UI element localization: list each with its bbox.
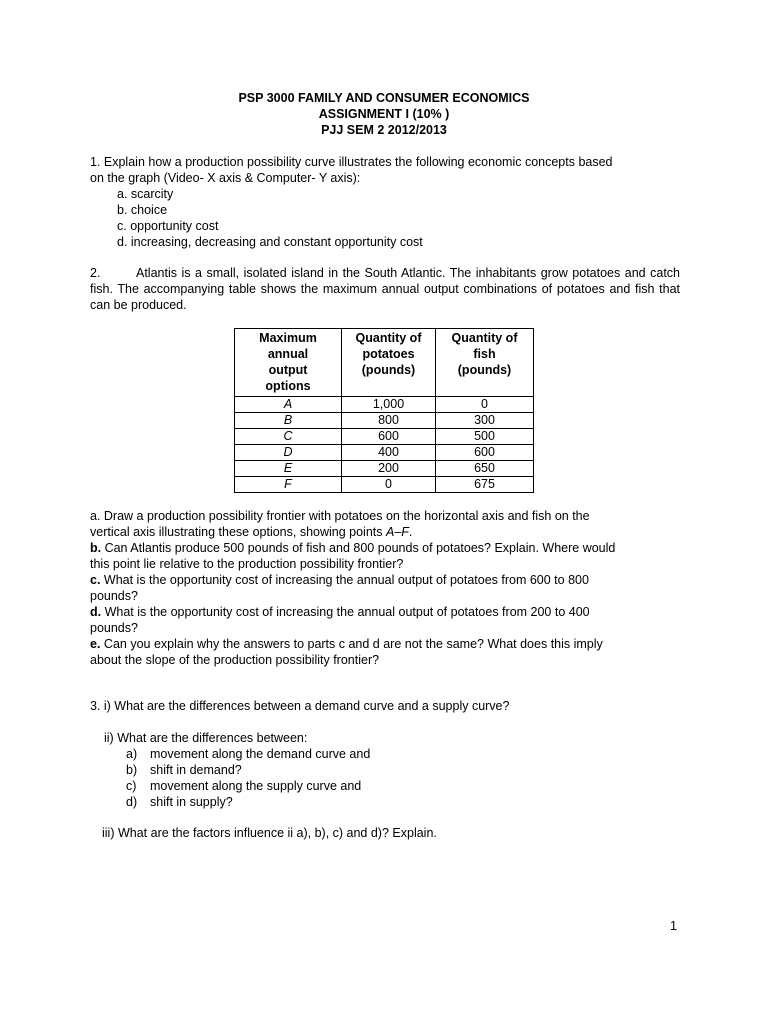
q1-item: c. opportunity cost	[117, 219, 219, 233]
option-cell: D	[235, 445, 342, 461]
document-header	[0, 90, 768, 138]
fish-cell: 675	[436, 477, 534, 493]
header-options	[235, 329, 342, 397]
table-row	[235, 429, 534, 445]
header-line: options	[265, 379, 311, 393]
list-item	[126, 794, 704, 810]
q1-line-1: 1. Explain how a production possibility curve illustrates the following economic concepts based	[90, 155, 613, 169]
q2e-line-2: about the slope of the production possibility frontier?	[90, 653, 380, 667]
potatoes-cell: 0	[342, 477, 436, 493]
list-label: d)	[126, 795, 138, 809]
q2c-line-1	[90, 572, 680, 588]
potatoes-cell: 600	[342, 429, 436, 445]
header-line: annual	[267, 347, 309, 361]
question-3-iii: iii) What are the factors influence ii a), b), c) and d)? Explain.	[102, 826, 437, 840]
q2e-label: e.	[90, 637, 101, 651]
course-title: PSP 3000 FAMILY AND CONSUMER ECONOMICS	[238, 91, 530, 105]
potatoes-cell: 400	[342, 445, 436, 461]
q1-item: b. choice	[117, 203, 168, 217]
question-1	[90, 154, 680, 250]
list-text: movement along the supply curve and	[150, 779, 362, 793]
fish-cell: 650	[436, 461, 534, 477]
q2c-text: What is the opportunity cost of increasing the annual output of potatoes from 600 to 800	[100, 573, 589, 587]
question-2-intro	[90, 265, 680, 313]
header-line: (pounds)	[361, 363, 416, 377]
table-row	[235, 477, 534, 493]
question-3-ii	[90, 730, 704, 810]
q2-text: Atlantis is a small, isolated island in the South Atlantic. The inhabitants grow potatoes and catch fish. The accompanying table shows the maximum annual output combinations of potatoes and fish that can be produced.	[90, 266, 680, 312]
potatoes-cell: 200	[342, 461, 436, 477]
option-cell: F	[235, 477, 342, 493]
q1-item: d. increasing, decreasing and constant opportunity cost	[117, 235, 423, 249]
list-item	[126, 778, 704, 794]
page-number: 1	[670, 919, 677, 933]
q2b-line-1	[90, 540, 680, 556]
table-header-row	[235, 329, 534, 397]
q1-item: a. scarcity	[117, 187, 174, 201]
fish-cell: 300	[436, 413, 534, 429]
header-line: (pounds)	[457, 363, 512, 377]
header-line: potatoes	[362, 347, 415, 361]
table-row	[235, 397, 534, 413]
q1-line-2: on the graph (Video- X axis & Computer- Y axis):	[90, 171, 361, 185]
q2a-text: vertical axis illustrating these options, showing points	[90, 525, 386, 539]
q2a-line-1: a. Draw a production possibility frontier with potatoes on the horizontal axis and fish on the	[90, 509, 590, 523]
header-line: Quantity of	[451, 331, 518, 345]
list-text: movement along the demand curve and	[150, 747, 371, 761]
header-line: output	[268, 363, 308, 377]
table-row	[235, 413, 534, 429]
header-potatoes	[342, 329, 436, 397]
q2d-line-2: pounds?	[90, 621, 138, 635]
list-text: shift in supply?	[150, 795, 233, 809]
q2c-label: c.	[90, 573, 101, 587]
fish-cell: 500	[436, 429, 534, 445]
header-fish	[436, 329, 534, 397]
list-label: c)	[126, 779, 137, 793]
semester-title: PJJ SEM 2 2012/2013	[321, 123, 447, 137]
header-line: fish	[473, 347, 496, 361]
list-item	[126, 762, 704, 778]
q3-ii-list	[104, 746, 704, 810]
table-row	[235, 445, 534, 461]
q2b-text: Can Atlantis produce 500 pounds of fish and 800 pounds of potatoes? Explain. Where would	[101, 541, 616, 555]
q2a-line-2	[90, 524, 680, 540]
option-cell: A	[235, 397, 342, 413]
assignment-title: ASSIGNMENT I (10% )	[318, 107, 450, 121]
header-line: Quantity of	[355, 331, 422, 345]
q2d-label: d.	[90, 605, 102, 619]
q3-ii-heading: ii) What are the differences between:	[104, 731, 308, 745]
list-label: b)	[126, 763, 138, 777]
q2e-text: Can you explain why the answers to parts c and d are not the same? What does this imply	[100, 637, 603, 651]
q2b-line-2: this point lie relative to the production possibility frontier?	[90, 557, 404, 571]
q2e-line-1	[90, 636, 680, 652]
fish-cell: 0	[436, 397, 534, 413]
table-row	[235, 461, 534, 477]
option-cell: C	[235, 429, 342, 445]
q2c-line-2: pounds?	[90, 589, 138, 603]
list-label: a)	[126, 747, 138, 761]
q2-number: 2.	[90, 266, 101, 280]
question-2-parts	[90, 508, 680, 668]
q2a-points: A–F	[385, 525, 409, 539]
potatoes-cell: 800	[342, 413, 436, 429]
potatoes-cell: 1,000	[342, 397, 436, 413]
header-line: Maximum	[259, 331, 317, 345]
option-cell: B	[235, 413, 342, 429]
list-item	[126, 746, 704, 762]
list-text: shift in demand?	[150, 763, 242, 777]
q2a-period: .	[408, 525, 413, 539]
question-3-i: 3. i) What are the differences between a demand curve and a supply curve?	[90, 699, 510, 713]
output-options-table	[234, 328, 534, 493]
option-cell: E	[235, 461, 342, 477]
fish-cell: 600	[436, 445, 534, 461]
q2d-text: What is the opportunity cost of increasing the annual output of potatoes from 200 to 400	[101, 605, 590, 619]
q2d-line-1	[90, 604, 680, 620]
q2b-label: b.	[90, 541, 102, 555]
